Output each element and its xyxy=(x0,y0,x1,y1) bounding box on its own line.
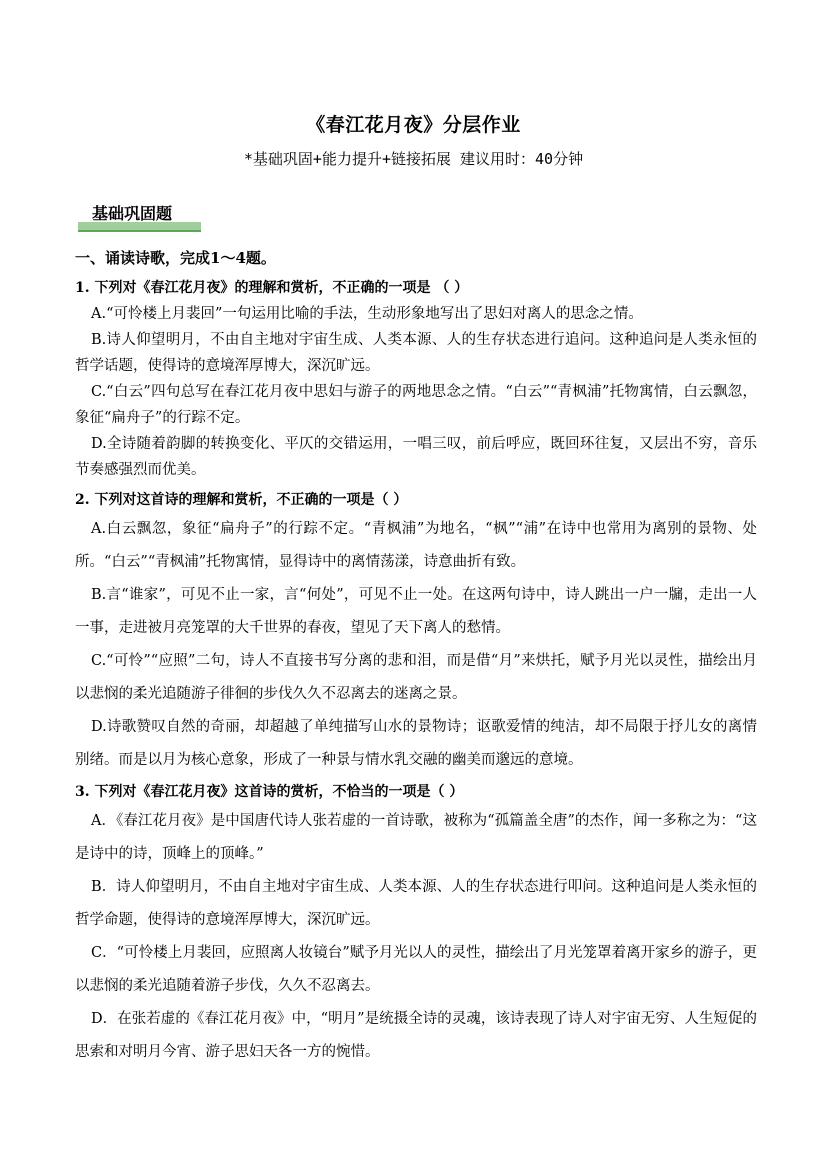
section-label: 基础巩固题 xyxy=(92,204,173,223)
question-content xyxy=(75,245,757,1069)
answer-option: C.“可怜”“应照”二句，诗人不直接书写分离的悲和泪，而是借“月”来烘托，赋予月光以灵性，描绘出月以悲悯的柔光追随游子徘徊的步伐久久不忍离去的迷离之景。 xyxy=(75,653,757,702)
answer-option: A.“可怜楼上月裴回”一句运用比喻的手法，生动形象地写出了思妇对离人的思念之情。 xyxy=(91,306,643,322)
answer-option: C.“白云”四句总写在春江花月夜中思妇与游子的两地思念之情。“白云”“青枫浦”托物寓情，白云飘忽，象征“扁舟子”的行踪不定。 xyxy=(75,384,757,426)
document-title: 《春江花月夜》分层作业 xyxy=(306,114,521,136)
answer-option: D．在张若虚的《春江花月夜》中，“明月”是统摄全诗的灵魂，该诗表现了诗人对宇宙无穷、人生短促的思索和对明月今宵、游子思妇天各一方的惋惜。 xyxy=(75,1011,757,1060)
answer-option: C．“可怜楼上月裴回，应照离人妆镜台”赋予月光以人的灵性，描绘出了月光笼罩着离开家乡的游子，更以悲悯的柔光追随着游子步伐，久久不忍离去。 xyxy=(75,945,757,994)
answer-option: D.诗歌赞叹自然的奇丽，却超越了单纯描写山水的景物诗；讴歌爱情的纯洁，却不局限于抒儿女的离情别绪。而是以月为核心意象，形成了一种景与情水乳交融的幽美而邈远的意境。 xyxy=(75,719,757,768)
answer-option: B．诗人仰望明月，不由自主地对宇宙生成、人类本源、人的生存状态进行叩问。这种追问是人类永恒的哲学命题，使得诗的意境浑厚博大，深沉旷远。 xyxy=(75,879,757,928)
question-stem: 2. 下列对这首诗的理解和赏析，不正确的一项是（ ） xyxy=(75,492,408,508)
document-subtitle: *基础巩固+能力提升+链接拓展 建议用时：40分钟 xyxy=(243,150,584,168)
answer-option: A.白云飘忽，象征“扁舟子”的行踪不定。“青枫浦”为地名，“枫”“浦”在诗中也常用为离别的景物、处所。“白云”“青枫浦”托物寓情，显得诗中的离情荡漾，诗意曲折有致。 xyxy=(75,521,757,570)
part-heading: 一、诵读诗歌，完成1～4题。 xyxy=(75,249,276,267)
question-stem: 1. 下列对《春江花月夜》的理解和赏析，不正确的一项是 （ ） xyxy=(75,280,469,296)
question-stem: 3. 下列对《春江花月夜》这首诗的赏析，不恰当的一项是（ ） xyxy=(75,784,464,800)
answer-option: B.诗人仰望明月，不由自主地对宇宙生成、人类本源、人的生存状态进行追问。这种追问是人类永恒的哲学话题，使得诗的意境浑厚博大，深沉旷远。 xyxy=(75,332,757,374)
answer-option: B.言“谁家”，可见不止一家，言“何处”，可见不止一处。在这两句诗中，诗人跳出一户一牖，走出一人一事，走进被月亮笼罩的大千世界的春夜，望见了天下离人的愁情。 xyxy=(75,587,757,636)
answer-option: D.全诗随着韵脚的转换变化、平仄的交错运用，一唱三叹，前后呼应，既回环往复，又层出不穷，音乐节奏感强烈而优美。 xyxy=(75,436,757,478)
section-underline xyxy=(78,230,201,232)
answer-option: A．《春江花月夜》是中国唐代诗人张若虚的一首诗歌，被称为“孤篇盖全唐”的杰作，闻一多称之为：“这是诗中的诗，顶峰上的顶峰。” xyxy=(75,813,757,862)
